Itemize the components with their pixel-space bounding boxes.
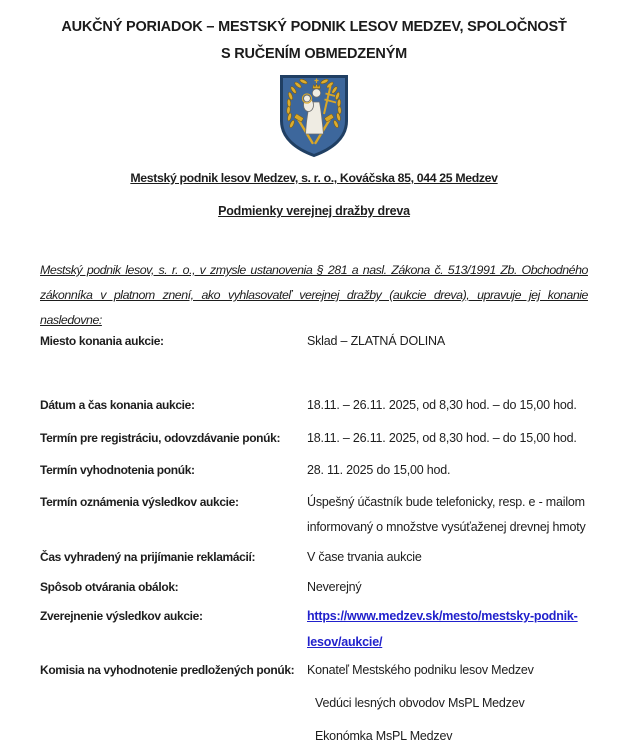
row-label: Komisia na vyhodnotenie predložených ponúk: — [40, 663, 295, 677]
row-label: Termín oznámenia výsledkov aukcie: — [40, 495, 239, 509]
row-value — [307, 608, 578, 651]
row-label: Dátum a čas konania aukcie: — [40, 398, 195, 412]
auction-details — [40, 333, 588, 745]
row-value: Neverejný — [307, 580, 362, 594]
detail-row-evaluation — [40, 462, 588, 479]
intro-line-1: Mestský podnik lesov, s. r. o., v zmysle ustanovenia § 281 a nasl. Zákona č. 513/1991 Zb. Obchodného — [40, 263, 588, 277]
coat-of-arms — [0, 74, 628, 158]
row-value-line: Úspešný účastník bude telefonicky, resp. e - mailom — [307, 495, 585, 509]
intro-line-2: zákonníka v platnom znení, ako vyhlasovateľ verejnej dražby (aukcie dreva), upravuje jej konanie — [40, 288, 588, 302]
detail-row-envelope-opening — [40, 579, 588, 596]
row-value — [307, 494, 586, 536]
row-value-line: informovaný o množstve vysúťaženej drevnej hmoty — [307, 520, 586, 534]
detail-row-results-publication — [40, 608, 588, 651]
row-value: 18.11. – 26.11. 2025, od 8,30 hod. – do 15,00 hod. — [307, 398, 577, 412]
row-label: Miesto konania aukcie: — [40, 334, 164, 348]
row-label: Termín vyhodnotenia ponúk: — [40, 463, 195, 477]
row-label: Zverejnenie výsledkov aukcie: — [40, 609, 203, 623]
row-value: V čase trvania aukcie — [307, 550, 422, 564]
row-label: Čas vyhradený na prijímanie reklamácií: — [40, 550, 256, 564]
committee-member: Ekonómka MsPL Medzev — [315, 729, 453, 743]
medzev-coat-of-arms-icon — [279, 74, 349, 158]
row-label: Termín pre registráciu, odovzdávanie ponúk: — [40, 431, 281, 445]
intro-line-3: nasledovne: — [40, 313, 102, 327]
row-value — [307, 662, 534, 745]
page-title-line-1: AUKČNÝ PORIADOK – MESTSKÝ PODNIK LESOV MEDZEV, SPOLOČNOSŤ — [61, 19, 567, 35]
row-value: 18.11. – 26.11. 2025, od 8,30 hod. – do 15,00 hod. — [307, 431, 577, 445]
intro-paragraph — [40, 258, 588, 333]
detail-row-registration — [40, 430, 588, 447]
auction-results-link-line[interactable]: https://www.medzev.sk/mesto/mestsky-podnik- — [307, 609, 578, 623]
org-address-line: Mestský podnik lesov Medzev, s. r. o., Kováčska 85, 044 25 Medzev — [130, 171, 498, 185]
detail-row-venue — [40, 333, 588, 350]
page-title — [0, 0, 628, 68]
document-subtitle: Podmienky verejnej dražby dreva — [218, 204, 410, 218]
detail-row-date-time — [40, 397, 588, 414]
row-value: 28. 11. 2025 do 15,00 hod. — [307, 463, 451, 477]
auction-results-link-line[interactable]: lesov/aukcie/ — [307, 635, 383, 649]
detail-row-complaints — [40, 549, 588, 566]
detail-row-committee — [40, 662, 588, 745]
page-title-line-2: S RUČENÍM OBMEDZENÝM — [220, 46, 408, 62]
auction-results-link[interactable] — [307, 608, 578, 651]
committee-member: Vedúci lesných obvodov MsPL Medzev — [315, 696, 525, 710]
committee-member: Konateľ Mestského podniku lesov Medzev — [307, 663, 534, 677]
detail-row-results-notice — [40, 494, 588, 536]
row-value: Sklad – ZLATNÁ DOLINA — [307, 334, 445, 348]
row-label: Spôsob otvárania obálok: — [40, 580, 179, 594]
